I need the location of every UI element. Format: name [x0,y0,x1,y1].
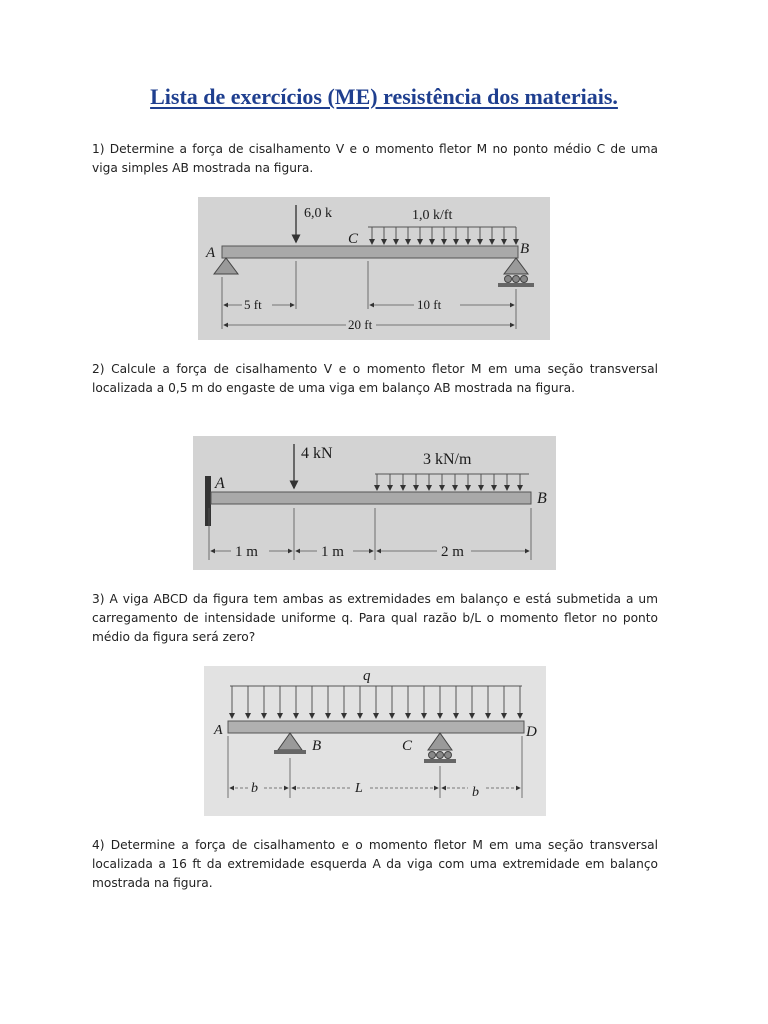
exercise-1-text: 1) Determine a força de cisalhamento V e o momento fletor M no ponto médio C de uma viga simples AB mostrada na figura. [92,142,658,175]
page-title: Lista de exercícios (ME) resistência dos materiais. [150,84,618,109]
point-b-label: B [312,738,322,754]
dim-20ft-label: 20 ft [348,317,373,332]
exercise-1-figure [198,197,550,340]
roller-support-b [504,258,528,274]
point-d-label: D [526,724,537,740]
dim-l-label: L [355,781,363,796]
dim-b-right-label: b [472,785,479,800]
dim-5ft-label: 5 ft [244,297,262,312]
distributed-load-label: 3 kN/m [423,451,472,468]
beam [228,721,524,733]
point-load-label: 4 kN [301,445,333,462]
point-a-label: A [206,245,216,261]
beam [222,246,518,258]
exercise-3-figure [204,666,546,816]
point-b-label: B [537,490,547,507]
simple-beam-diagram [198,197,550,340]
point-b-label: B [520,241,530,257]
dim-1m-a-label: 1 m [235,544,258,560]
exercise-3-text: 3) A viga ABCD da figura tem ambas as extremidades em balanço e está submetida a um carregamento de intensidade uniforme q. Para qual razão b/L o momento fletor no ponto médio da figura será zero? [92,592,658,644]
overhang-beam-diagram [204,666,546,816]
dim-1m-b-label: 1 m [321,544,344,560]
dim-2m-label: 2 m [441,544,464,560]
point-a-label: A [214,723,223,738]
exercise-2-text: 2) Calcule a força de cisalhamento V e o momento fletor M em uma seção transversal localizada a 0,5 m do engaste de uma viga em balanço AB mostrada na figura. [92,362,658,395]
exercise-4-text: 4) Determine a força de cisalhamento e o momento fletor M em uma seção transversal localizada a 16 ft da extremidade esquerda A da viga com uma extremidade em balanço mostrada na figura. [92,838,658,890]
point-c-label: C [402,738,413,754]
beam [211,492,531,504]
exercise-2-figure [193,436,556,570]
cantilever-beam-diagram [193,436,556,570]
point-a-label: A [215,475,225,492]
point-load-label: 6,0 k [304,206,332,221]
dim-10ft-label: 10 ft [417,297,442,312]
load-q-label: q [363,668,371,684]
pin-support-b [278,733,302,750]
distributed-load-label: 1,0 k/ft [412,208,453,223]
fixed-support [205,476,211,526]
roller-support-c [428,733,452,750]
dim-b-left-label: b [251,781,258,796]
point-c-label: C [348,231,359,247]
pin-support-a [214,258,238,274]
